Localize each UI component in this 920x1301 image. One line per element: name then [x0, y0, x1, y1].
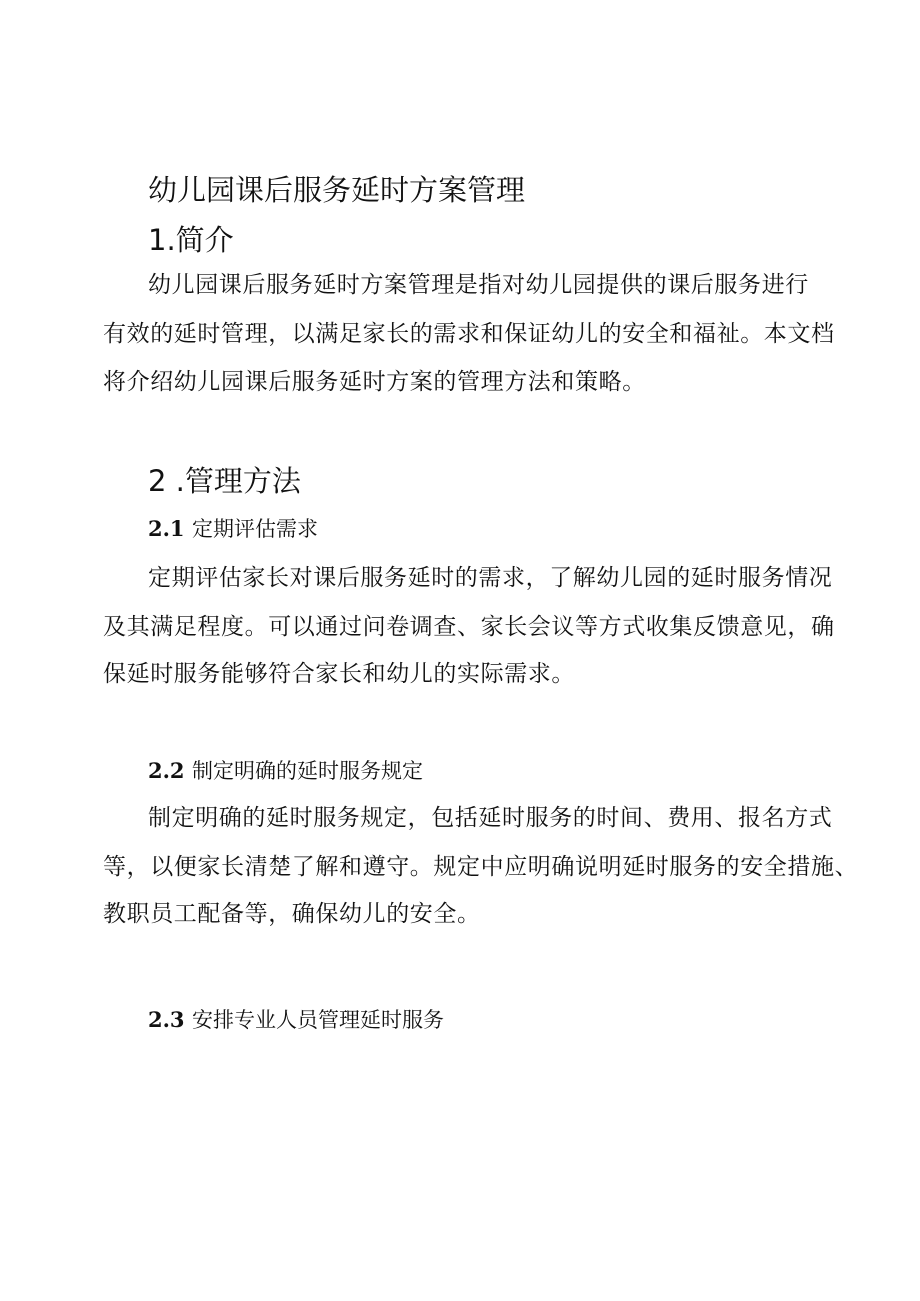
subsection-2-1-line-1: 定期评估家长对课后服务延时的需求，了解幼儿园的延时服务情况: [148, 565, 833, 591]
subsection-2-1-heading: [148, 514, 318, 544]
subsection-2-1-title: 定期评估需求: [192, 517, 318, 541]
subsection-2-3-title: 安排专业人员管理延时服务: [192, 1008, 444, 1032]
document-title: 幼儿园课后服务延时方案管理: [148, 173, 526, 207]
section-1-line-1: 幼儿园课后服务延时方案管理是指对幼儿园提供的课后服务进行: [148, 272, 809, 298]
subsection-2-3-heading: [148, 1005, 444, 1035]
section-1-heading: 1.简介: [148, 223, 234, 257]
subsection-2-1-line-3: 保延时服务能够符合家长和幼儿的实际需求。: [103, 661, 575, 687]
section-1-line-2: 有效的延时管理，以满足家长的需求和保证幼儿的安全和福祉。本文档: [103, 321, 835, 347]
subsection-2-2-line-3: 教职员工配备等，确保幼儿的安全。: [103, 901, 481, 927]
subsection-2-1-number: 2.1: [148, 516, 185, 541]
subsection-2-2-heading: [148, 756, 423, 786]
subsection-2-2-number: 2.2: [148, 758, 185, 783]
subsection-2-2-line-2: 等，以便家长清楚了解和遵守。规定中应明确说明延时服务的安全措施、: [103, 854, 859, 880]
subsection-2-2-title: 制定明确的延时服务规定: [192, 759, 423, 783]
subsection-2-3-number: 2.3: [148, 1007, 185, 1032]
subsection-2-2-line-1: 制定明确的延时服务规定，包括延时服务的时间、费用、报名方式: [148, 805, 833, 831]
section-2-heading: 2 .管理方法: [148, 464, 301, 498]
subsection-2-1-line-2: 及其满足程度。可以通过问卷调查、家长会议等方式收集反馈意见，确: [103, 614, 835, 640]
section-1-line-3: 将介绍幼儿园课后服务延时方案的管理方法和策略。: [103, 369, 646, 395]
